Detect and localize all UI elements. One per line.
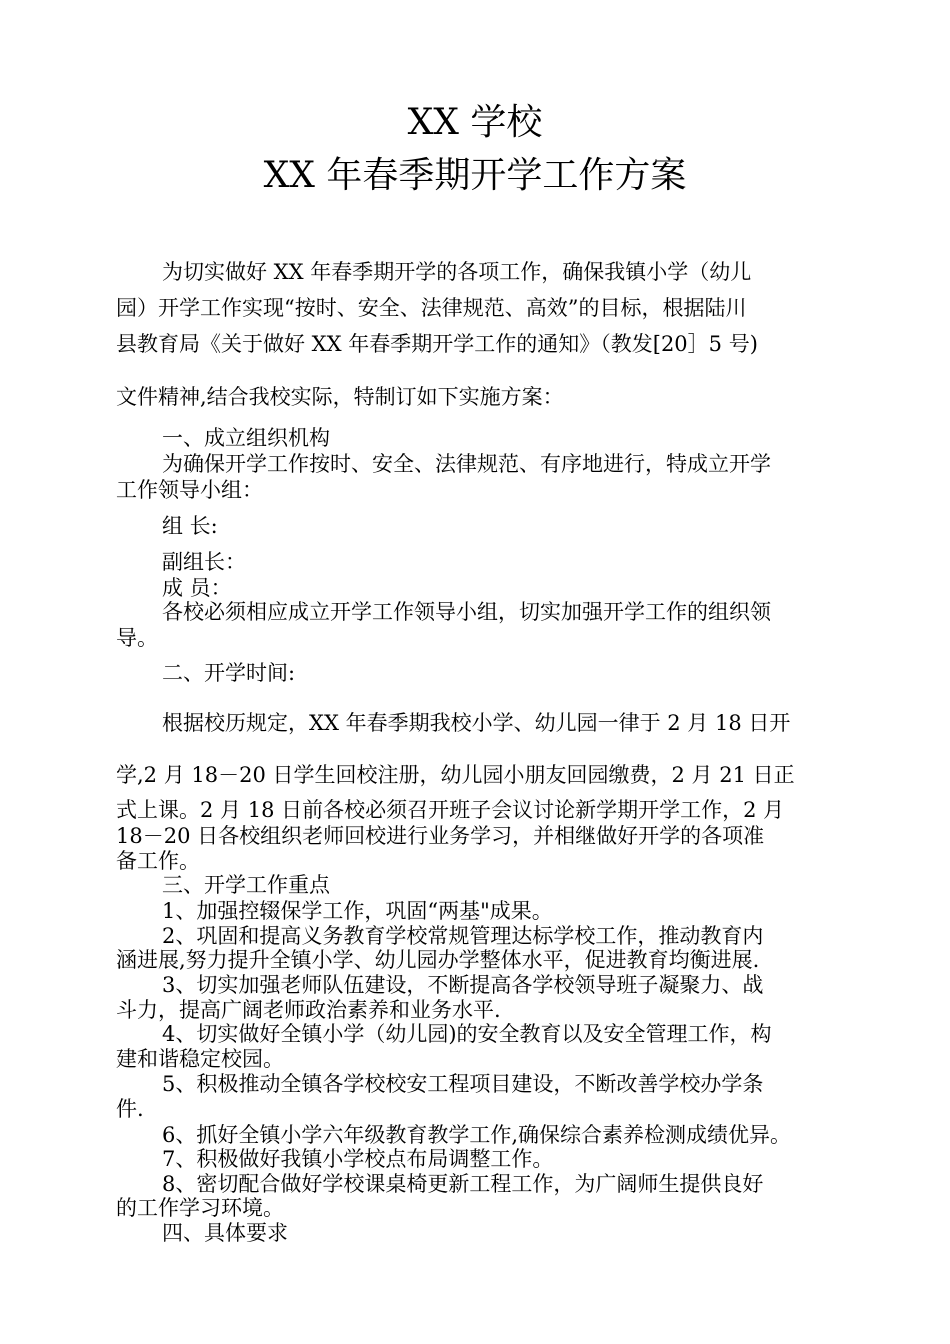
paragraph-line: 备工作。 [116,849,200,873]
group-leader-line: 组 长: [162,514,218,538]
paragraph-line: 为切实做好 XX 年春季期开学的各项工作，确保我镇小学（幼儿 [162,260,752,284]
list-item-continuation: 件. [116,1097,144,1121]
list-item-continuation: 斗力，提高广阔老师政治素养和业务水平. [116,998,501,1022]
paragraph-line: 县教育局《关于做好 XX 年春季期开学工作的通知》（教发[20］5 号) [116,332,758,356]
deputy-leader-line: 副组长： [162,550,246,574]
list-item-continuation: 建和谐稳定校园。 [116,1047,284,1071]
list-item-continuation: 的工作学习环境。 [116,1196,284,1220]
paragraph-line: 为确保开学工作按时、安全、法律规范、有序地进行，特成立开学 [162,452,771,476]
document-title-plan: XX 年春季期开学工作方案 [263,155,687,196]
paragraph-line: 工作领导小组： [116,478,263,502]
list-item: 8、密切配合做好学校课桌椅更新工程工作，为广阔师生提供良好 [162,1172,764,1196]
paragraph-line: 学,2 月 18－20 日学生回校注册，幼儿园小朋友回园缴费，2 月 21 日正 [116,763,795,787]
paragraph-line: 18－20 日各校组织老师回校进行业务学习，并相继做好开学的各项准 [116,824,765,848]
list-item: 2、巩固和提高义务教育学校常规管理达标学校工作，推动教育内 [162,924,764,948]
paragraph-line: 根据校历规定，XX 年春季期我校小学、幼儿园一律于 2 月 18 日开 [162,711,791,735]
document-title-school: XX 学校 [407,102,543,143]
section-heading: 三、开学工作重点 [162,873,330,897]
section-heading: 一、成立组织机构 [162,426,330,450]
list-item: 4、切实做好全镇小学（幼儿园)的安全教育以及安全管理工作，构 [162,1022,772,1046]
section-heading: 四、具体要求 [162,1221,288,1245]
paragraph-line: 文件精神,结合我校实际，特制订如下实施方案： [116,385,564,409]
section-heading: 二、开学时间: [162,661,296,685]
paragraph-line: 导。 [116,626,158,650]
list-item: 5、积极推动全镇各学校校安工程项目建设，不断改善学校办学条 [162,1072,764,1096]
paragraph-line: 式上课。2 月 18 日前各校必须召开班子会议讨论新学期开学工作，2 月 [116,798,785,822]
paragraph-line: 园）开学工作实现“按时、安全、法律规范、高效”的目标，根据陆川 [116,296,747,320]
members-line: 成 员： [162,576,232,600]
list-item-continuation: 涵进展,努力提升全镇小学、幼儿园办学整体水平，促进教育均衡进展. [116,948,760,972]
paragraph-line: 各校必须相应成立开学工作领导小组，切实加强开学工作的组织领 [162,600,771,624]
list-item: 1、加强控辍保学工作，巩固“两基"成果。 [162,899,553,923]
list-item: 3、切实加强老师队伍建设，不断提高各学校领导班子凝聚力、战 [162,973,764,997]
list-item: 7、积极做好我镇小学校点布局调整工作。 [162,1147,554,1171]
list-item: 6、抓好全镇小学六年级教育教学工作,确保综合素养检测成绩优异。 [162,1123,792,1147]
